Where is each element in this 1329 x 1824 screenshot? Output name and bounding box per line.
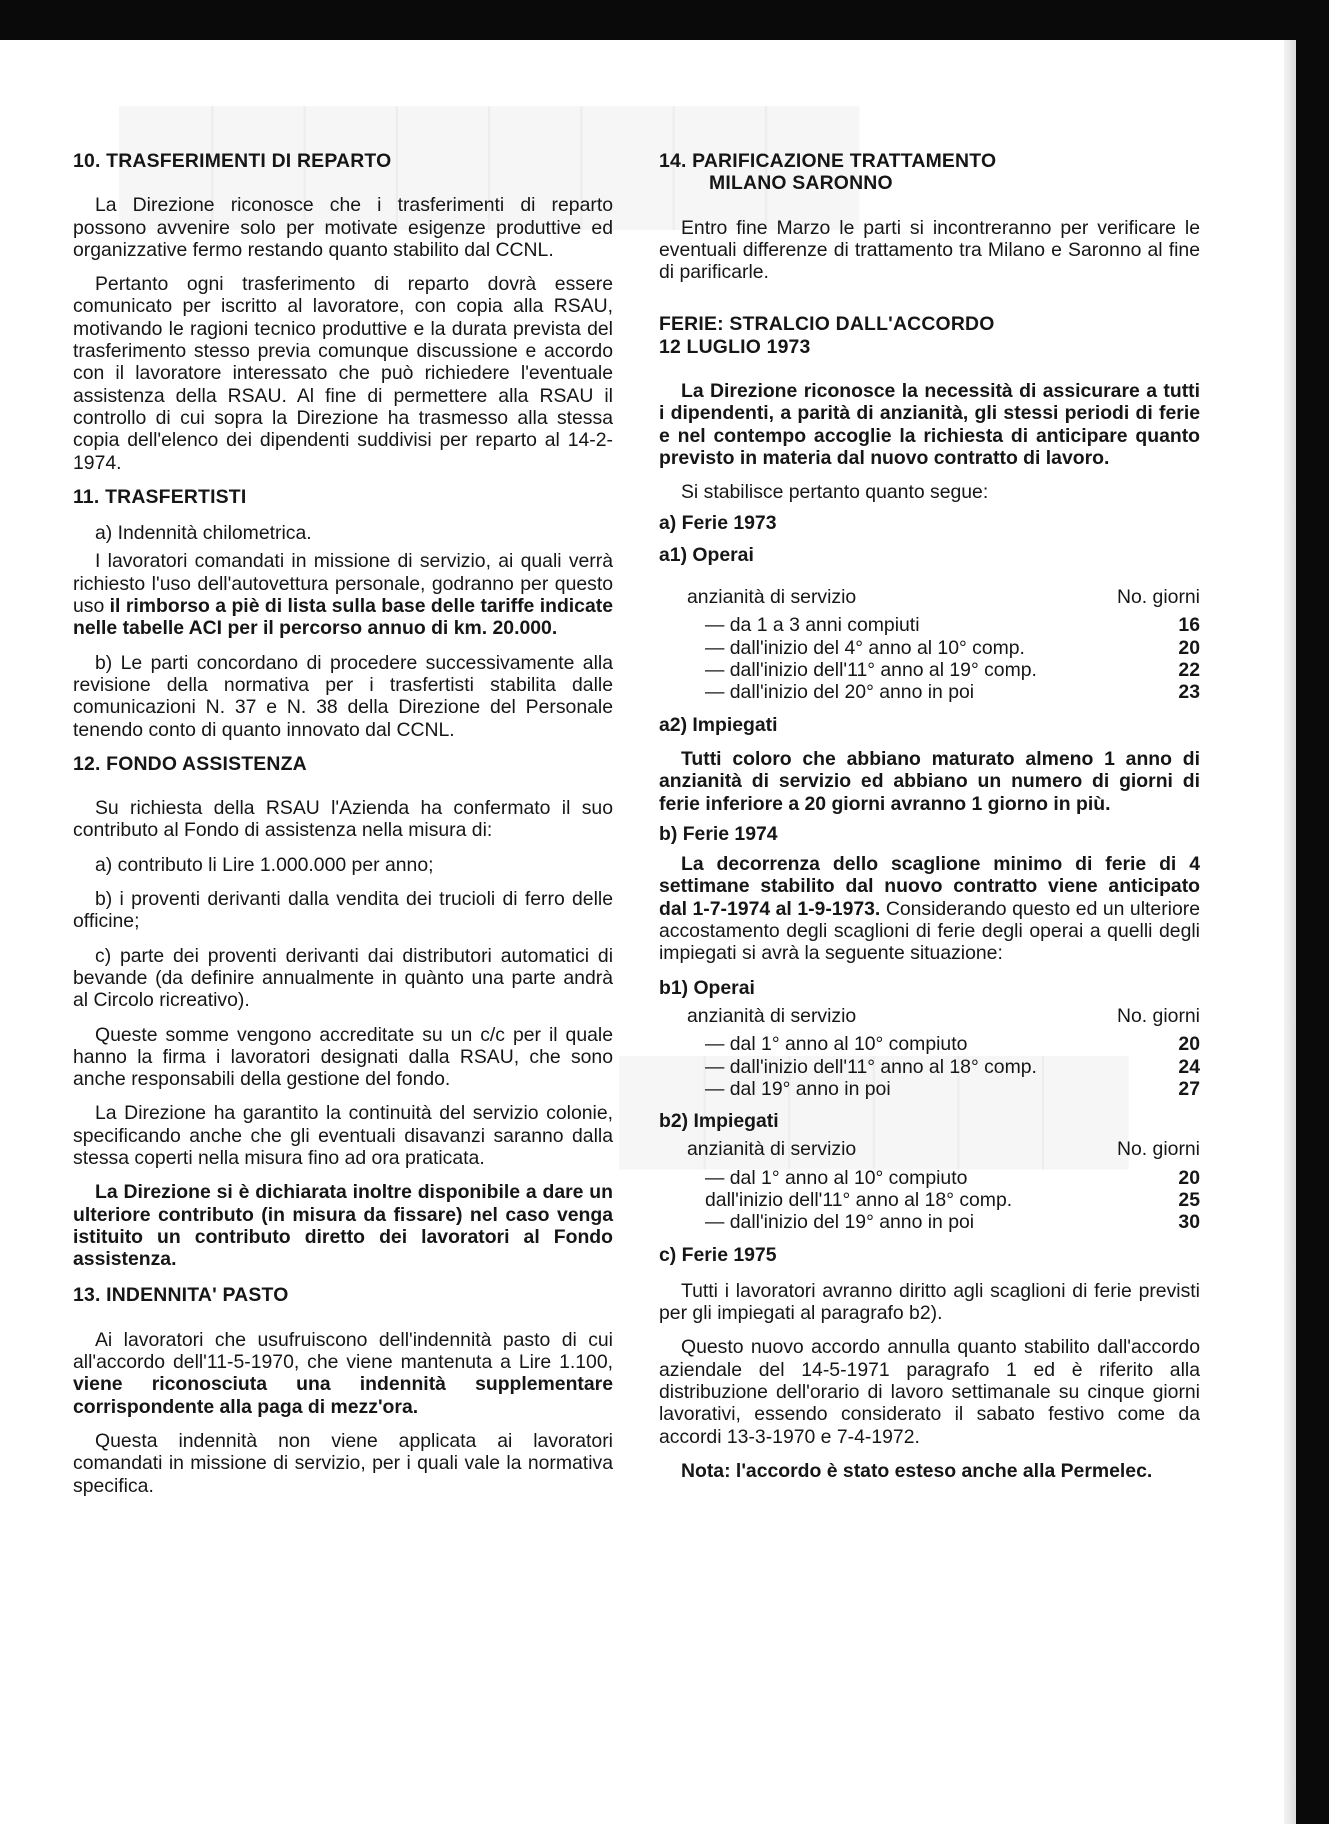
row-giorni: 27 — [1178, 1077, 1200, 1100]
ferie-1974-impiegati-heading: b2) Impiegati — [659, 1110, 779, 1133]
scan-top-border — [0, 0, 1329, 40]
ferie-1973-heading: a) Ferie 1973 — [659, 511, 777, 534]
section-14-paragraph-1: Entro fine Marzo le parti si incontreranno per verificare le eventuali differenze di trattamento tra Milano e Saronno al fine di parificarle. — [659, 216, 1200, 284]
ferie-1973-impiegati-heading: a2) Impiegati — [659, 713, 778, 736]
table-row — [659, 1189, 1200, 1211]
nota-permelec: Nota: l'accordo è stato esteso anche alla Permelec. — [681, 1459, 1153, 1482]
ferie-1974-paragraph-bold: La decorrenza dello scaglione minimo di ferie di 4 settimane stabilito dal nuovo contratto viene anticipato dal 1-7-1974 al 1-9-1973. — [659, 853, 1200, 920]
table-body — [659, 614, 1200, 703]
row-anzianita: — dal 1° anno al 10° compiuto — [705, 1166, 968, 1189]
section-12-title: 12. FONDO ASSISTENZA — [73, 752, 307, 775]
ferie-1974-impiegati-table — [659, 1138, 1200, 1233]
section-11-paragraph-1-bold: il rimborso a piè di lista sulla base delle tariffe indicate nelle tabelle ACI per il percorso annuo di km. 20.000. — [73, 595, 613, 640]
ferie-title-line-2: 12 LUGLIO 1973 — [659, 335, 811, 358]
section-11-item-a: a) Indennità chilometrica. — [95, 522, 312, 545]
table-header — [659, 1138, 1200, 1160]
row-anzianita: — dal 1° anno al 10° compiuto — [705, 1033, 968, 1056]
section-13-title: 13. INDENNITA' PASTO — [73, 1284, 289, 1307]
ferie-1974-heading: b) Ferie 1974 — [659, 822, 778, 845]
ferie-1973-operai-heading: a1) Operai — [659, 543, 754, 566]
ferie-1975-paragraph-2: Questo nuovo accordo annulla quanto stabilito dall'accordo aziendale del 14-5-1971 paragrafo 1 ed è riferito alla distribuzione dell'orario di lavoro settimanale su cinque giorni lavorativi, essendo considerato il sabato festivo come da accordi 13-3-1970 e 7-4-1972. — [659, 1336, 1200, 1448]
table-header — [659, 586, 1200, 608]
row-anzianita: — dall'inizio dell'11° anno al 18° comp. — [705, 1055, 1037, 1078]
table-row — [659, 1167, 1200, 1189]
ferie-1974-operai-heading: b1) Operai — [659, 976, 755, 999]
table-row — [659, 1056, 1200, 1078]
table-row — [659, 1033, 1200, 1055]
section-13-paragraph-1-bold: viene riconosciuta una indennità supplementare corrispondente alla paga di mezz'ora. — [73, 1373, 613, 1418]
ferie-1975-paragraph-1: Tutti i lavoratori avranno diritto agli scaglioni di ferie previsti per gli impiegati al paragrafo b2). — [659, 1279, 1200, 1325]
row-giorni: 20 — [1178, 1033, 1200, 1056]
section-10-title: 10. TRASFERIMENTI DI REPARTO — [73, 150, 392, 172]
column-anzianita: anzianità di servizio — [687, 1138, 857, 1161]
section-14-title — [659, 150, 1200, 195]
section-11-paragraph-1-text: I lavoratori comandati in missione di servizio, ai quali verrà richiesto l'uso dell'autovettura personale, godranno per questo uso — [73, 550, 613, 618]
table-body — [659, 1167, 1200, 1234]
section-12-item-a: a) contributo li Lire 1.000.000 per anno; — [95, 853, 434, 876]
section-11-title: 11. TRASFERTISTI — [73, 485, 247, 508]
ferie-paragraph-1: La Direzione riconosce la necessità di assicurare a tutti i dipendenti, a parità di anzianità, gli stessi periodi di ferie e nel contempo accoglie la richiesta di anticipare quanto previsto in materia dal nuovo contratto di lavoro. — [659, 380, 1200, 469]
column-anzianita: anzianità di servizio — [687, 586, 857, 609]
section-11-paragraph-1 — [73, 550, 613, 639]
table-row — [659, 614, 1200, 636]
column-anzianita: anzianità di servizio — [687, 1004, 857, 1027]
ferie-1973-impiegati-paragraph: Tutti coloro che abbiano maturato almeno 1 anno di anzianità di servizio ed abbiano un numero di giorni di ferie inferiore a 20 giorni avranno 1 giorno in più. — [659, 747, 1200, 815]
ferie-paragraph-2: Si stabilisce pertanto quanto segue: — [681, 481, 989, 504]
section-12-paragraph-3: La Direzione si è dichiarata inoltre disponibile a dare un ulteriore contributo (in misura da fissare) nel caso venga istituito un contributo diretto dei lavoratori al Fondo assistenza. — [73, 1181, 613, 1271]
row-giorni: 30 — [1178, 1211, 1200, 1234]
ferie-title-line-1: FERIE: STRALCIO DALL'ACCORDO — [659, 313, 995, 336]
right-column — [659, 150, 1200, 1494]
table-row — [659, 1078, 1200, 1100]
table-header — [659, 1005, 1200, 1027]
section-13-paragraph-1-text: Ai lavoratori che usufruiscono dell'indennità pasto di cui all'accordo dell'11-5-1970, che viene mantenuta a Lire 1.100, — [73, 1328, 613, 1374]
ferie-1974-operai-table — [659, 1005, 1200, 1100]
ferie-1974-paragraph — [659, 853, 1200, 964]
table-row — [659, 681, 1200, 703]
row-giorni: 25 — [1178, 1188, 1200, 1211]
row-giorni: 20 — [1178, 1166, 1200, 1189]
section-14-title-line-2: MILANO SARONNO — [709, 172, 893, 195]
left-column — [73, 150, 613, 1509]
ferie-1974-paragraph-text: Considerando questo ed un ulteriore accostamento degli scaglioni di ferie degli operai a quelli degli impiegati si avrà la seguente situazione: — [659, 897, 1200, 965]
row-giorni: 24 — [1178, 1055, 1200, 1078]
row-anzianita: — dall'inizio dell'11° anno al 19° comp. — [705, 659, 1037, 682]
section-12-paragraph-1: Queste somme vengono accreditate su un c/c per il quale hanno la firma i lavoratori designati dalla RSAU, che sono anche responsabili della gestione del fondo. — [73, 1023, 613, 1091]
row-giorni: 16 — [1178, 614, 1200, 637]
row-giorni: 22 — [1178, 659, 1200, 682]
section-10-paragraph-1: La Direzione riconosce che i trasferimenti di reparto possono avvenire solo per motivate esigenze produttive ed organizzative fermo restando quanto stabilito dal CCNL. — [73, 194, 613, 261]
row-anzianita: — dall'inizio del 20° anno in poi — [705, 681, 975, 704]
page-edge — [1284, 40, 1296, 1824]
row-anzianita: — da 1 a 3 anni compiuti — [705, 614, 920, 637]
ferie-1973-operai-table — [659, 586, 1200, 703]
table-body — [659, 1033, 1200, 1100]
row-anzianita: — dall'inizio del 19° anno in poi — [705, 1211, 975, 1234]
section-11-item-b: b) Le parti concordano di procedere successivamente alla revisione della normativa per i trasfertisti stabilita dalle comunicazioni N. 37 e N. 38 della Direzione del Personale tenendo conto di quanto innovato dal CCNL. — [73, 651, 613, 741]
row-anzianita: — dall'inizio del 4° anno al 10° comp. — [705, 636, 1025, 659]
scan-right-border — [1296, 40, 1329, 1824]
column-giorni: No. giorni — [1117, 586, 1200, 609]
section-12-paragraph-2: La Direzione ha garantito la continuità del servizio colonie, specificando anche che gli eventuali disavanzi saranno dalla stessa coperti nella misura fino ad ora praticata. — [73, 1102, 613, 1169]
table-row — [659, 1211, 1200, 1233]
section-14-title-line-1: 14. PARIFICAZIONE TRATTAMENTO — [659, 150, 997, 172]
row-giorni: 20 — [1178, 636, 1200, 659]
table-row — [659, 659, 1200, 681]
section-12-item-c: c) parte dei proventi derivanti dai distributori automatici di bevande (da definire annualmente in quànto una parte andrà al Circolo ricreativo). — [73, 944, 613, 1012]
section-10-paragraph-2: Pertanto ogni trasferimento di reparto dovrà essere comunicato per iscritto al lavoratore, con copia alla RSAU, motivando le ragioni tecnico produttive e la durata prevista del trasferimento stesso previa comunque discussione e accordo con il lavoratore interessato che può richiedere l'eventuale assistenza della RSAU. Al fine di permettere alla RSAU il controllo di cui sopra la Direzione ha trasmesso alla stessa copia dell'elenco dei dipendenti suddivisi per reparto al 14-2-1974. — [73, 273, 613, 474]
column-giorni: No. giorni — [1117, 1004, 1200, 1027]
section-13-paragraph-1 — [73, 1329, 613, 1418]
section-12-item-b: b) i proventi derivanti dalla vendita dei trucioli di ferro delle officine; — [73, 888, 613, 933]
row-giorni: 23 — [1178, 681, 1200, 704]
ferie-1975-heading: c) Ferie 1975 — [659, 1243, 777, 1266]
row-anzianita: dall'inizio dell'11° anno al 18° comp. — [705, 1188, 1013, 1211]
column-giorni: No. giorni — [1117, 1138, 1200, 1161]
ferie-title — [659, 313, 1200, 358]
section-12-intro: Su richiesta della RSAU l'Azienda ha confermato il suo contributo al Fondo di assistenza nella misura di: — [73, 797, 613, 842]
row-anzianita: — dal 19° anno in poi — [705, 1077, 891, 1100]
table-row — [659, 637, 1200, 659]
section-13-paragraph-2: Questa indennità non viene applicata ai lavoratori comandati in missione di servizio, per i quali vale la normativa specifica. — [73, 1429, 613, 1497]
